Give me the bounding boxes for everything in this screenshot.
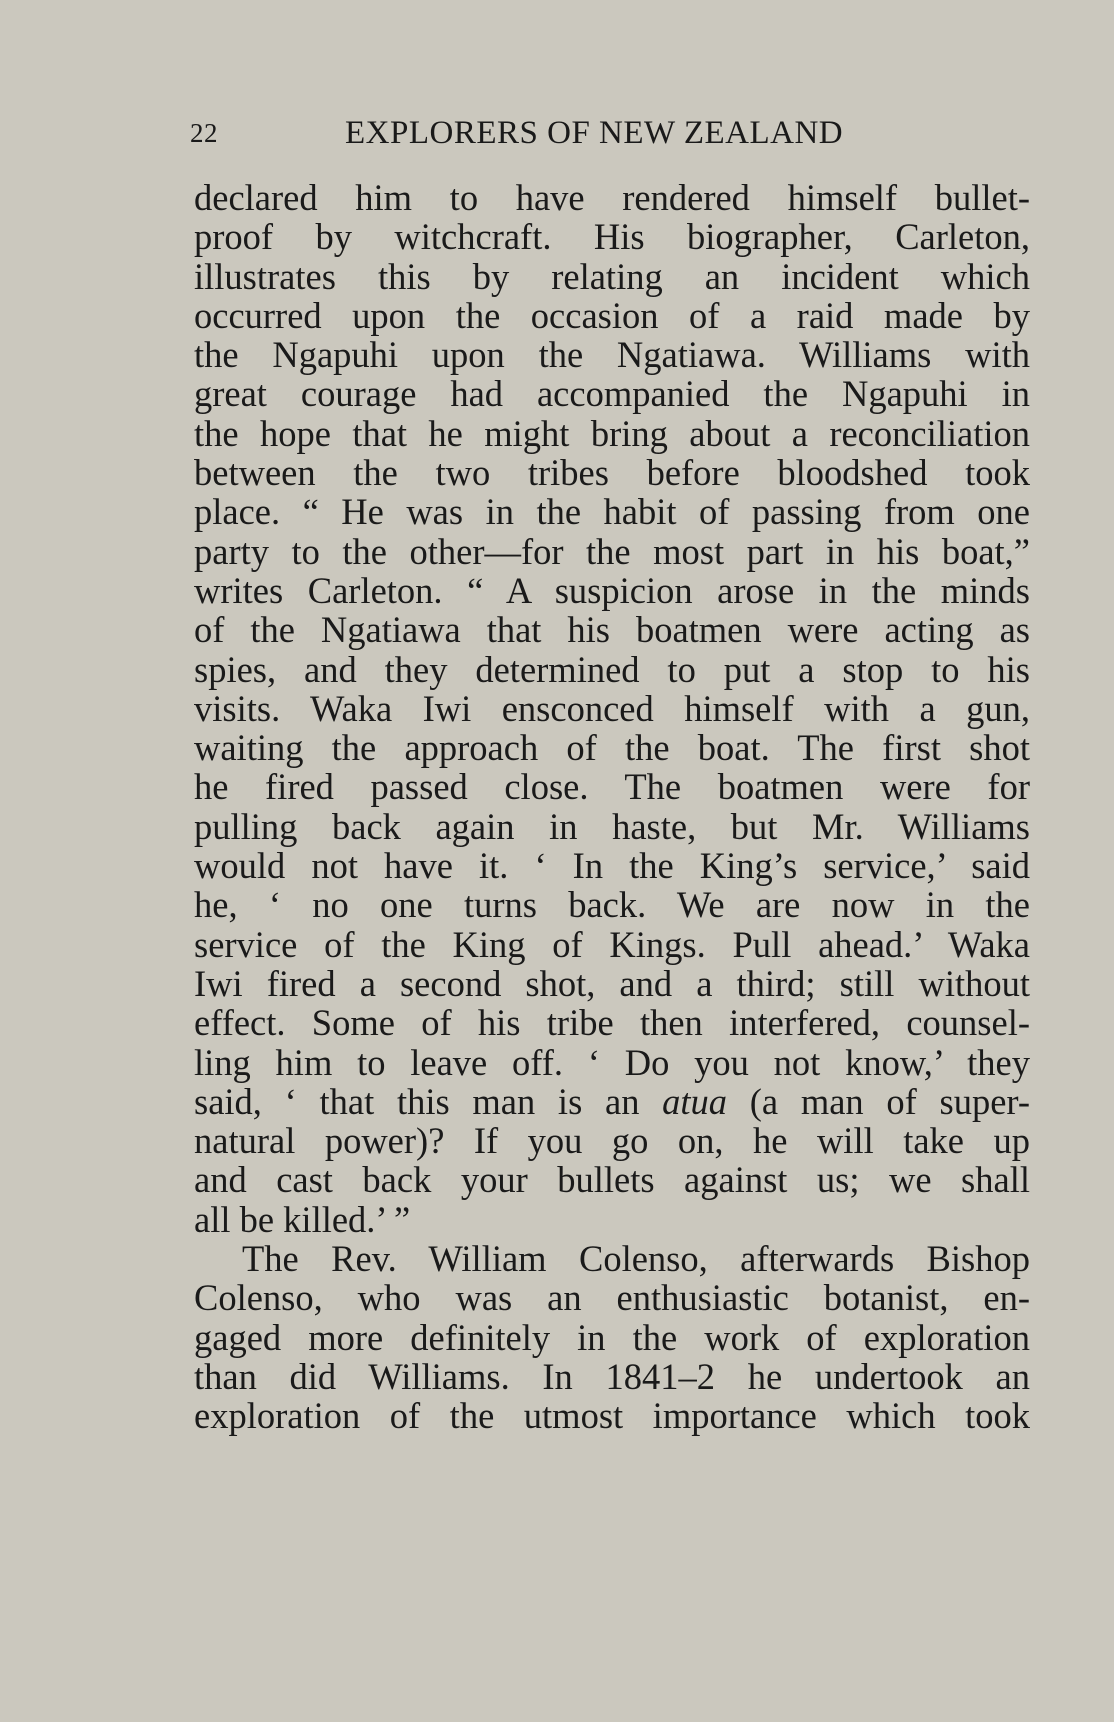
text-line: writes Carleton. “ A suspicion arose in the minds: [194, 569, 1030, 611]
paragraph-1: [194, 178, 1030, 1239]
text-line: declared him to have rendered himself bullet-: [194, 177, 1030, 218]
text-line: effect. Some of his tribe then interfered, counsel-: [194, 1002, 1030, 1044]
text-line: illustrates this by relating an incident which: [194, 255, 1030, 297]
text-line: exploration of the utmost importance which took: [194, 1395, 1030, 1437]
text-line: he, ‘ no one turns back. We are now in the: [194, 884, 1030, 926]
text-line: party to the other—for the most part in his boat,”: [194, 530, 1030, 572]
text-line: occurred upon the occasion of a raid made by: [194, 294, 1030, 336]
text-line: pulling back again in haste, but Mr. Williams: [194, 805, 1030, 847]
text-segment: said, ‘ that this man is an: [194, 1080, 663, 1122]
text-line: all be killed.’ ”: [194, 1198, 411, 1240]
running-title: EXPLORERS OF NEW ZEALAND: [345, 115, 844, 151]
text-line: would not have it. ‘ In the King’s service,’ said: [194, 845, 1030, 887]
text-line: Colenso, who was an enthusiastic botanist, en-: [194, 1277, 1030, 1319]
text-segment: (a man of super-: [727, 1080, 1030, 1122]
text-line: and cast back your bullets against us; we shall: [194, 1159, 1030, 1201]
text-line: ling him to leave off. ‘ Do you not know,’ they: [194, 1041, 1030, 1083]
text-line: between the two tribes before bloodshed took: [194, 452, 1030, 494]
text-line: of the Ngatiawa that his boatmen were acting as: [194, 609, 1030, 651]
italic-word-atua: atua: [662, 1080, 728, 1122]
text-line: gaged more definitely in the work of exploration: [194, 1316, 1030, 1358]
text-line: place. “ He was in the habit of passing from one: [194, 491, 1030, 533]
text-line: he fired passed close. The boatmen were for: [194, 766, 1030, 808]
text-line: spies, and they determined to put a stop to his: [194, 648, 1030, 690]
text-line: service of the King of Kings. Pull ahead.’ Waka: [194, 923, 1030, 965]
body-text: [194, 178, 1030, 1436]
text-line: Iwi fired a second shot, and a third; still without: [194, 962, 1030, 1004]
text-line: the hope that he might bring about a reconciliation: [194, 412, 1030, 454]
text-line: proof by witchcraft. His biographer, Carleton,: [194, 216, 1030, 258]
page-number: 22: [190, 118, 218, 148]
text-line: waiting the approach of the boat. The first shot: [194, 727, 1030, 769]
text-line: visits. Waka Iwi ensconced himself with a gun,: [194, 687, 1030, 729]
running-head: [190, 113, 890, 153]
text-line: the Ngapuhi upon the Ngatiawa. Williams with: [194, 334, 1030, 376]
text-line: The Rev. William Colenso, afterwards Bishop: [242, 1238, 1030, 1280]
text-line-atua: [194, 1082, 1030, 1121]
text-line: natural power)? If you go on, he will take up: [194, 1120, 1030, 1162]
text-line: than did Williams. In 1841–2 he undertook an: [194, 1355, 1030, 1397]
paragraph-2: [194, 1239, 1030, 1435]
text-line: great courage had accompanied the Ngapuhi in: [194, 373, 1030, 415]
